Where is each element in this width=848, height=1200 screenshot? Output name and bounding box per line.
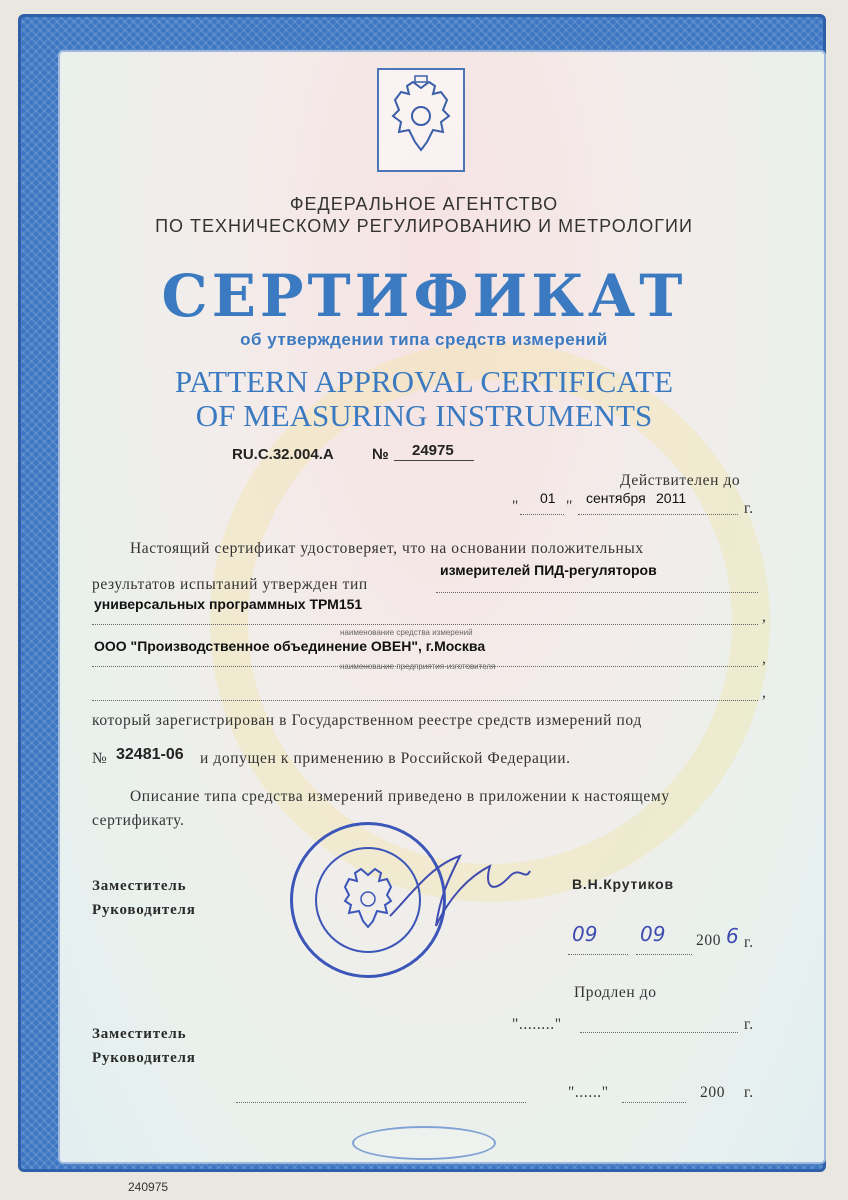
description-line-1: Описание типа средства измерений приведено в приложении к настоящему xyxy=(130,788,670,805)
sign2-year: 200 xyxy=(700,1084,726,1101)
number-underline xyxy=(394,460,474,461)
footer-ornament xyxy=(352,1126,496,1160)
extension-year-suffix: г. xyxy=(744,1016,754,1033)
instrument-caption: наименование средства измерений xyxy=(340,628,473,637)
signature-2-line xyxy=(236,1088,526,1103)
extension-day-quote: "........" xyxy=(512,1016,562,1033)
valid-year: 2011 xyxy=(656,490,687,506)
signer-role-2-line-2: Руководителя xyxy=(92,1050,196,1066)
english-title-line-1: PATTERN APPROVAL CERTIFICATE xyxy=(174,364,674,399)
registry-number: 32481-06 xyxy=(116,746,184,763)
sign-year-prefix: 200 xyxy=(696,932,722,949)
certificate-number: 24975 xyxy=(412,442,454,459)
number-sign: № xyxy=(372,446,389,463)
instrument-name-2: универсальных программных ТРМ151 xyxy=(94,596,363,612)
valid-quote-open: " xyxy=(512,498,519,515)
sign-year-suffix: г. xyxy=(744,934,754,951)
sign-year-digit: 6 xyxy=(726,924,739,948)
admitted-text: и допущен к применению в Российской Федерации. xyxy=(200,750,571,767)
double-headed-eagle-icon xyxy=(379,70,463,170)
signer-role-1-line-1: Заместитель xyxy=(92,878,187,894)
blank-line-dots xyxy=(92,686,758,701)
description-line-2: сертификату. xyxy=(92,812,185,829)
intro-text: Настоящий сертификат удостоверяет, что на основании положительных xyxy=(130,540,644,557)
certificate-subtitle: об утверждении типа средств измерений xyxy=(240,330,608,349)
extended-until-label: Продлен до xyxy=(574,984,657,1001)
valid-year-suffix: г. xyxy=(744,500,754,517)
sign-date-day: 09 xyxy=(572,922,598,946)
signature-scribble-icon xyxy=(380,836,540,936)
instrument-line-1-dots xyxy=(436,578,758,593)
registry-number-sign: № xyxy=(92,750,108,767)
sign2-day-quote: "......" xyxy=(568,1084,609,1101)
results-text: результатов испытаний утвержден тип xyxy=(92,576,368,593)
valid-day: 01 xyxy=(540,490,556,506)
agency-line-2: ПО ТЕХНИЧЕСКОМУ РЕГУЛИРОВАНИЮ И МЕТРОЛОГИИ xyxy=(155,216,693,236)
instrument-line-2-dots xyxy=(92,610,758,625)
sign2-year-suffix: г. xyxy=(744,1084,754,1101)
coat-of-arms-emblem xyxy=(377,68,465,172)
english-title-line-2: OF MEASURING INSTRUMENTS xyxy=(195,398,653,433)
signer-role-1-line-2: Руководителя xyxy=(92,902,196,918)
manufacturer-caption: наименование предприятия-изготовителя xyxy=(340,662,496,671)
registration-code: RU.C.32.004.A xyxy=(232,446,334,463)
serial-number: 240975 xyxy=(128,1180,169,1194)
signer-role-2-line-1: Заместитель xyxy=(92,1026,187,1042)
valid-month: сентября xyxy=(586,490,646,506)
agency-line-1: ФЕДЕРАЛЬНОЕ АГЕНТСТВО xyxy=(289,194,559,214)
signer-name: В.Н.Крутиков xyxy=(572,876,674,892)
instrument-name-1: измерителей ПИД-регуляторов xyxy=(440,562,657,578)
certificate-title: СЕРТИФИКАТ xyxy=(161,262,687,330)
manufacturer-name: ООО "Производственное объединение ОВЕН", г.Москва xyxy=(94,638,486,654)
valid-until-label: Действителен до xyxy=(620,472,741,489)
registered-text: который зарегистрирован в Государственном реестре средств измерений под xyxy=(92,712,642,729)
valid-quote-close: " xyxy=(566,498,573,515)
sign2-month-dots xyxy=(622,1088,686,1103)
sign-date-month: 09 xyxy=(640,922,666,946)
extension-month-dots xyxy=(580,1018,738,1033)
